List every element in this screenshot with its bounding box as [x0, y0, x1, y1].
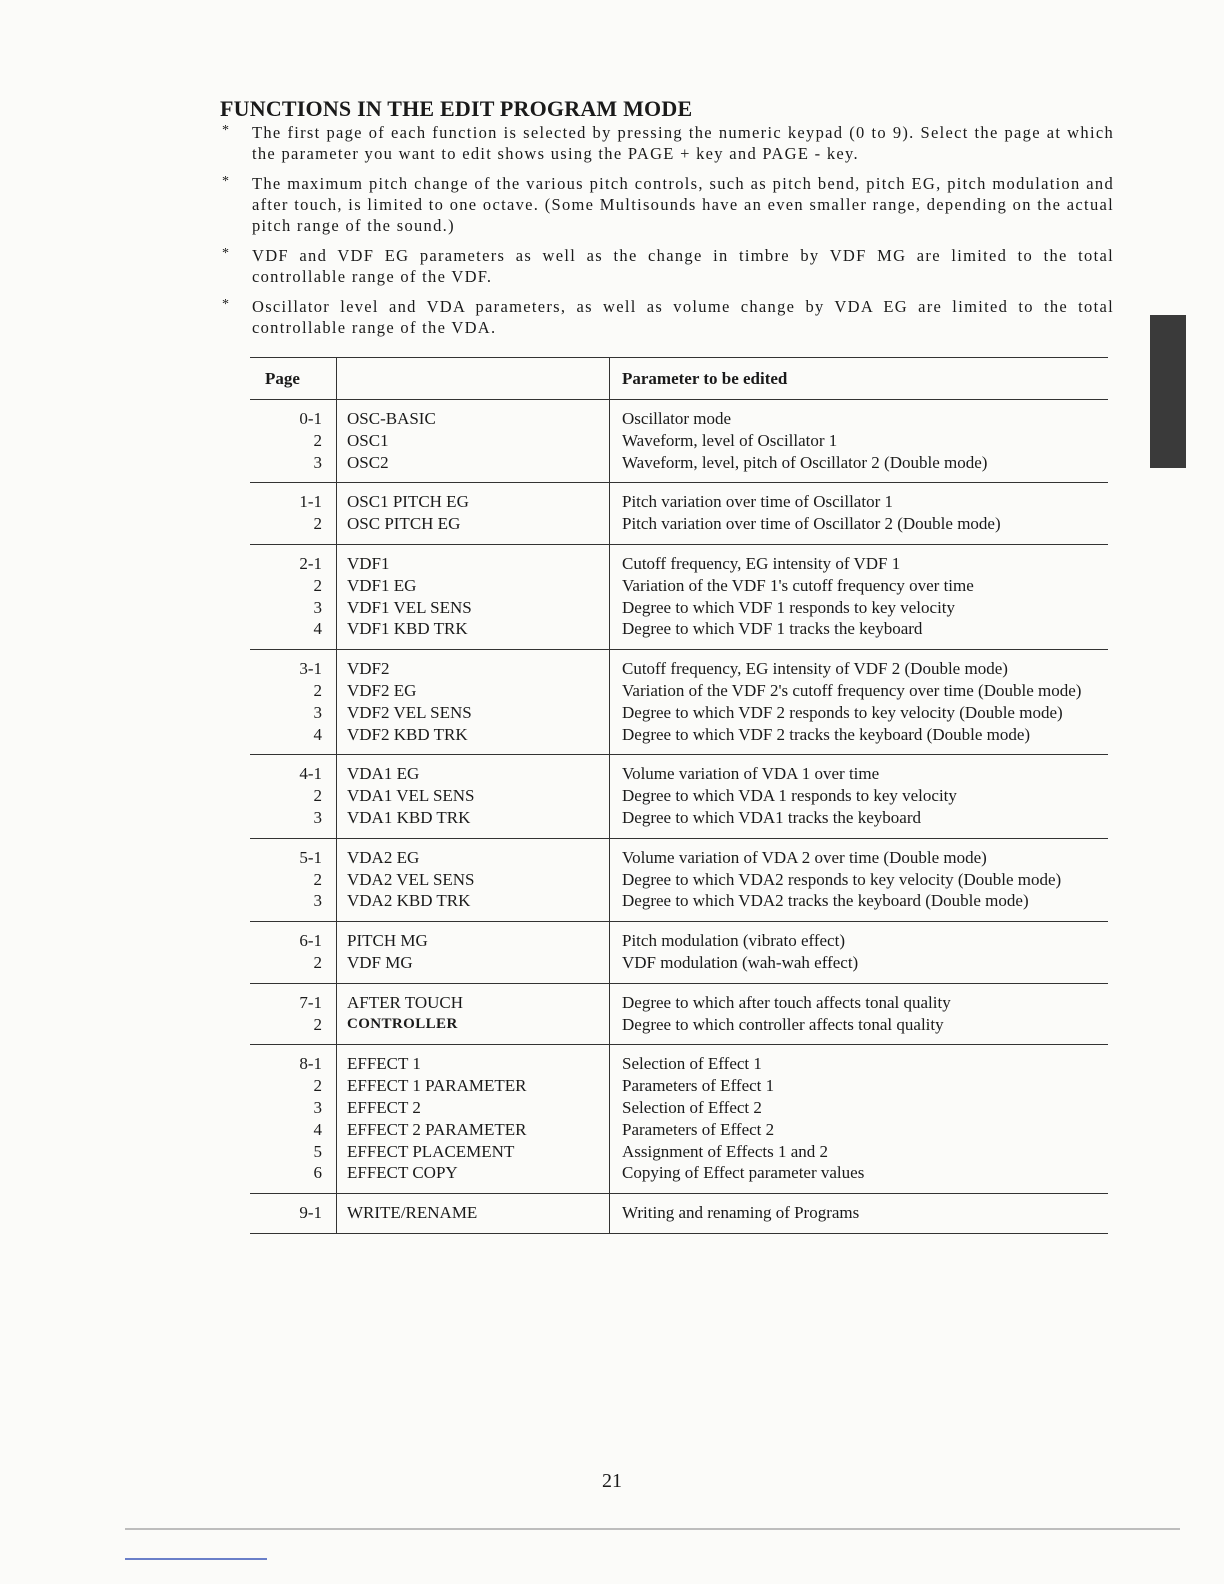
- page-line: 2: [313, 575, 322, 595]
- parameter-line: Degree to which VDA2 responds to key velocity (Double mode): [622, 869, 1062, 889]
- page-line: 2: [313, 786, 322, 806]
- parameter-line: Selection of Effect 1: [622, 1054, 762, 1074]
- bullet-star: *: [222, 174, 229, 189]
- note-text: Oscillator level and VDA parameters, as well as volume change by VDA EG are limited to the total controllable range of the VDA.: [252, 297, 1114, 337]
- function-line: VDA2 VEL SENS: [347, 869, 475, 889]
- page-line: 2: [313, 1014, 322, 1034]
- parameter-cell: [610, 755, 1109, 838]
- parameter-line: Writing and renaming of Programs: [622, 1203, 860, 1223]
- function-line: VDF2 EG: [347, 680, 417, 700]
- function-line: VDF1 KBD TRK: [347, 619, 468, 639]
- header-parameter: Parameter to be edited: [610, 358, 1109, 400]
- function-cell: [337, 1045, 610, 1194]
- header-function: [337, 358, 610, 400]
- parameter-line: Degree to which VDF 1 responds to key velocity: [622, 597, 956, 617]
- note-item: [218, 122, 1114, 164]
- function-line: CONTROLLER: [347, 1015, 458, 1032]
- table-row: [250, 755, 1108, 838]
- note-text: The maximum pitch change of the various pitch controls, such as pitch bend, pitch EG, pitch modulation and after touch, is limited to one octave. (Some Multisounds have an even smaller range, depending on the actual pitch range of the sound.): [252, 174, 1114, 235]
- parameter-line: Degree to which after touch affects tonal quality: [622, 992, 951, 1012]
- table-header-row: [250, 358, 1108, 400]
- page-cell: [250, 983, 337, 1045]
- parameter-line: Parameters of Effect 1: [622, 1076, 775, 1096]
- table-body: [250, 400, 1108, 1234]
- parameter-line: Degree to which VDA 1 responds to key velocity: [622, 786, 957, 806]
- note-text: VDF and VDF EG parameters as well as the change in timbre by VDF MG are limited to the total controllable range of the VDF.: [252, 246, 1114, 286]
- parameter-line: Degree to which VDF 1 tracks the keyboard: [622, 619, 923, 639]
- page-line: 9-1: [299, 1203, 322, 1223]
- parameter-line: Degree to which VDA2 tracks the keyboard (Double mode): [622, 891, 1029, 911]
- page-cell: [250, 922, 337, 984]
- function-cell: [337, 1194, 610, 1234]
- note-item: [218, 245, 1114, 287]
- parameter-line: Pitch variation over time of Oscillator 1: [622, 492, 893, 512]
- bullet-star: *: [222, 246, 229, 261]
- parameter-cell: [610, 983, 1109, 1045]
- bullet-star: *: [222, 123, 229, 138]
- page-number: 21: [602, 1470, 622, 1492]
- function-line: VDF2: [347, 659, 390, 679]
- page-cell: [250, 1194, 337, 1234]
- function-line: EFFECT 1: [347, 1054, 421, 1074]
- parameter-line: Pitch modulation (vibrato effect): [622, 931, 845, 951]
- footer-divider: [125, 1528, 1180, 1530]
- function-line: VDA2 EG: [347, 847, 420, 867]
- page-line: 3: [313, 891, 322, 911]
- function-line: EFFECT 1 PARAMETER: [347, 1076, 527, 1096]
- page-line: 2: [313, 680, 322, 700]
- parameter-cell: [610, 838, 1109, 921]
- table-row: [250, 922, 1108, 984]
- function-line: OSC PITCH EG: [347, 514, 461, 534]
- page-line: 2: [313, 514, 322, 534]
- table-row: [250, 1045, 1108, 1194]
- table-row: [250, 400, 1108, 483]
- table-row: [250, 650, 1108, 755]
- parameter-line: Cutoff frequency, EG intensity of VDF 1: [622, 553, 901, 573]
- function-line: VDA1 VEL SENS: [347, 786, 475, 806]
- function-cell: [337, 755, 610, 838]
- parameter-line: Waveform, level, pitch of Oscillator 2 (Double mode): [622, 452, 988, 472]
- parameter-cell: [610, 1045, 1109, 1194]
- function-line: VDA2 KBD TRK: [347, 891, 471, 911]
- function-line: EFFECT 2: [347, 1097, 421, 1117]
- note-item: [218, 296, 1114, 338]
- page-line: 2-1: [299, 553, 322, 573]
- page-line: 6-1: [299, 931, 322, 951]
- note-item: [218, 173, 1114, 236]
- page-line: 6: [313, 1163, 322, 1183]
- page-line: 3: [313, 452, 322, 472]
- parameter-line: Selection of Effect 2: [622, 1097, 762, 1117]
- function-line: VDF2 KBD TRK: [347, 724, 468, 744]
- page-cell: [250, 650, 337, 755]
- function-cell: [337, 400, 610, 483]
- parameter-line: Oscillator mode: [622, 409, 732, 428]
- function-cell: [337, 838, 610, 921]
- parameter-line: Pitch variation over time of Oscillator 2 (Double mode): [622, 514, 1001, 534]
- page-line: 5-1: [299, 847, 322, 867]
- page-cell: [250, 544, 337, 649]
- parameter-line: Parameters of Effect 2: [622, 1119, 775, 1139]
- parameter-line: VDF modulation (wah-wah effect): [622, 952, 859, 972]
- page-line: 2: [313, 952, 322, 972]
- parameter-line: Variation of the VDF 2's cutoff frequency over time (Double mode): [622, 680, 1082, 700]
- function-line: EFFECT 2 PARAMETER: [347, 1119, 527, 1139]
- page-line: 3: [313, 597, 322, 617]
- parameter-line: Degree to which controller affects tonal quality: [622, 1014, 944, 1034]
- table-row: [250, 544, 1108, 649]
- section-tab-marker: [1150, 315, 1186, 468]
- page-line: 4: [313, 724, 322, 744]
- page-line: 2: [313, 430, 322, 450]
- page-title: FUNCTIONS IN THE EDIT PROGRAM MODE: [220, 96, 693, 121]
- parameter-cell: [610, 544, 1109, 649]
- table-row: [250, 1194, 1108, 1234]
- table-row: [250, 983, 1108, 1045]
- function-cell: [337, 983, 610, 1045]
- page-line: 4-1: [299, 764, 322, 784]
- function-cell: [337, 483, 610, 545]
- page-line: 4: [313, 619, 322, 639]
- footer-accent-line: [125, 1558, 267, 1560]
- function-line: VDF1: [347, 553, 390, 573]
- function-line: VDF MG: [347, 952, 413, 972]
- table-row: [250, 838, 1108, 921]
- function-cell: [337, 544, 610, 649]
- page-cell: [250, 838, 337, 921]
- parameter-cell: [610, 1194, 1109, 1234]
- page-line: 4: [313, 1119, 322, 1139]
- function-line: PITCH MG: [347, 931, 428, 951]
- function-line: VDF2 VEL SENS: [347, 702, 472, 722]
- page-line: 2: [313, 1076, 322, 1096]
- notes-list: [218, 122, 1114, 347]
- page-cell: [250, 755, 337, 838]
- parameter-cell: [610, 483, 1109, 545]
- function-cell: [337, 922, 610, 984]
- parameter-table: [250, 357, 1108, 1234]
- function-line: VDA1 KBD TRK: [347, 807, 471, 827]
- function-line: VDF1 VEL SENS: [347, 597, 472, 617]
- parameter-cell: [610, 922, 1109, 984]
- page-line: 5: [313, 1141, 322, 1161]
- page-line: 1-1: [299, 492, 322, 512]
- header-page: Page: [250, 358, 337, 400]
- page-line: 2: [313, 869, 322, 889]
- page-cell: [250, 1045, 337, 1194]
- function-line: OSC-BASIC: [347, 409, 436, 428]
- page-cell: [250, 483, 337, 545]
- bullet-star: *: [222, 297, 229, 312]
- page-line: 3-1: [299, 659, 322, 679]
- parameter-line: Volume variation of VDA 2 over time (Double mode): [622, 847, 987, 867]
- function-cell: [337, 650, 610, 755]
- parameter-cell: [610, 650, 1109, 755]
- parameter-line: Variation of the VDF 1's cutoff frequency over time: [622, 575, 974, 595]
- parameter-line: Degree to which VDF 2 responds to key velocity (Double mode): [622, 702, 1063, 722]
- function-line: OSC1: [347, 430, 389, 450]
- parameter-line: Copying of Effect parameter values: [622, 1163, 865, 1183]
- function-line: OSC2: [347, 452, 389, 472]
- page-cell: [250, 400, 337, 483]
- parameter-line: Assignment of Effects 1 and 2: [622, 1141, 829, 1161]
- page-line: 3: [313, 702, 322, 722]
- function-line: VDF1 EG: [347, 575, 417, 595]
- function-line: VDA1 EG: [347, 764, 420, 784]
- function-line: OSC1 PITCH EG: [347, 492, 469, 512]
- note-text: The first page of each function is selected by pressing the numeric keypad (0 to 9). Select the page at which the parameter you want to edit shows using the PAGE + key and PAGE - key.: [252, 123, 1114, 163]
- function-line: AFTER TOUCH: [347, 992, 464, 1012]
- page-line: 8-1: [299, 1054, 322, 1074]
- parameter-line: Volume variation of VDA 1 over time: [622, 764, 880, 784]
- parameter-line: Degree to which VDF 2 tracks the keyboard (Double mode): [622, 724, 1031, 744]
- parameter-line: Waveform, level of Oscillator 1: [622, 430, 838, 450]
- page-line: 3: [313, 807, 322, 827]
- function-line: EFFECT PLACEMENT: [347, 1141, 515, 1161]
- page-line: 3: [313, 1097, 322, 1117]
- function-line: EFFECT COPY: [347, 1163, 458, 1183]
- page-line: 0-1: [299, 409, 322, 428]
- parameter-cell: [610, 400, 1109, 483]
- function-line: WRITE/RENAME: [347, 1203, 478, 1223]
- page-line: 7-1: [299, 992, 322, 1012]
- parameter-line: Cutoff frequency, EG intensity of VDF 2 (Double mode): [622, 659, 1008, 679]
- table-row: [250, 483, 1108, 545]
- parameter-line: Degree to which VDA1 tracks the keyboard: [622, 807, 921, 827]
